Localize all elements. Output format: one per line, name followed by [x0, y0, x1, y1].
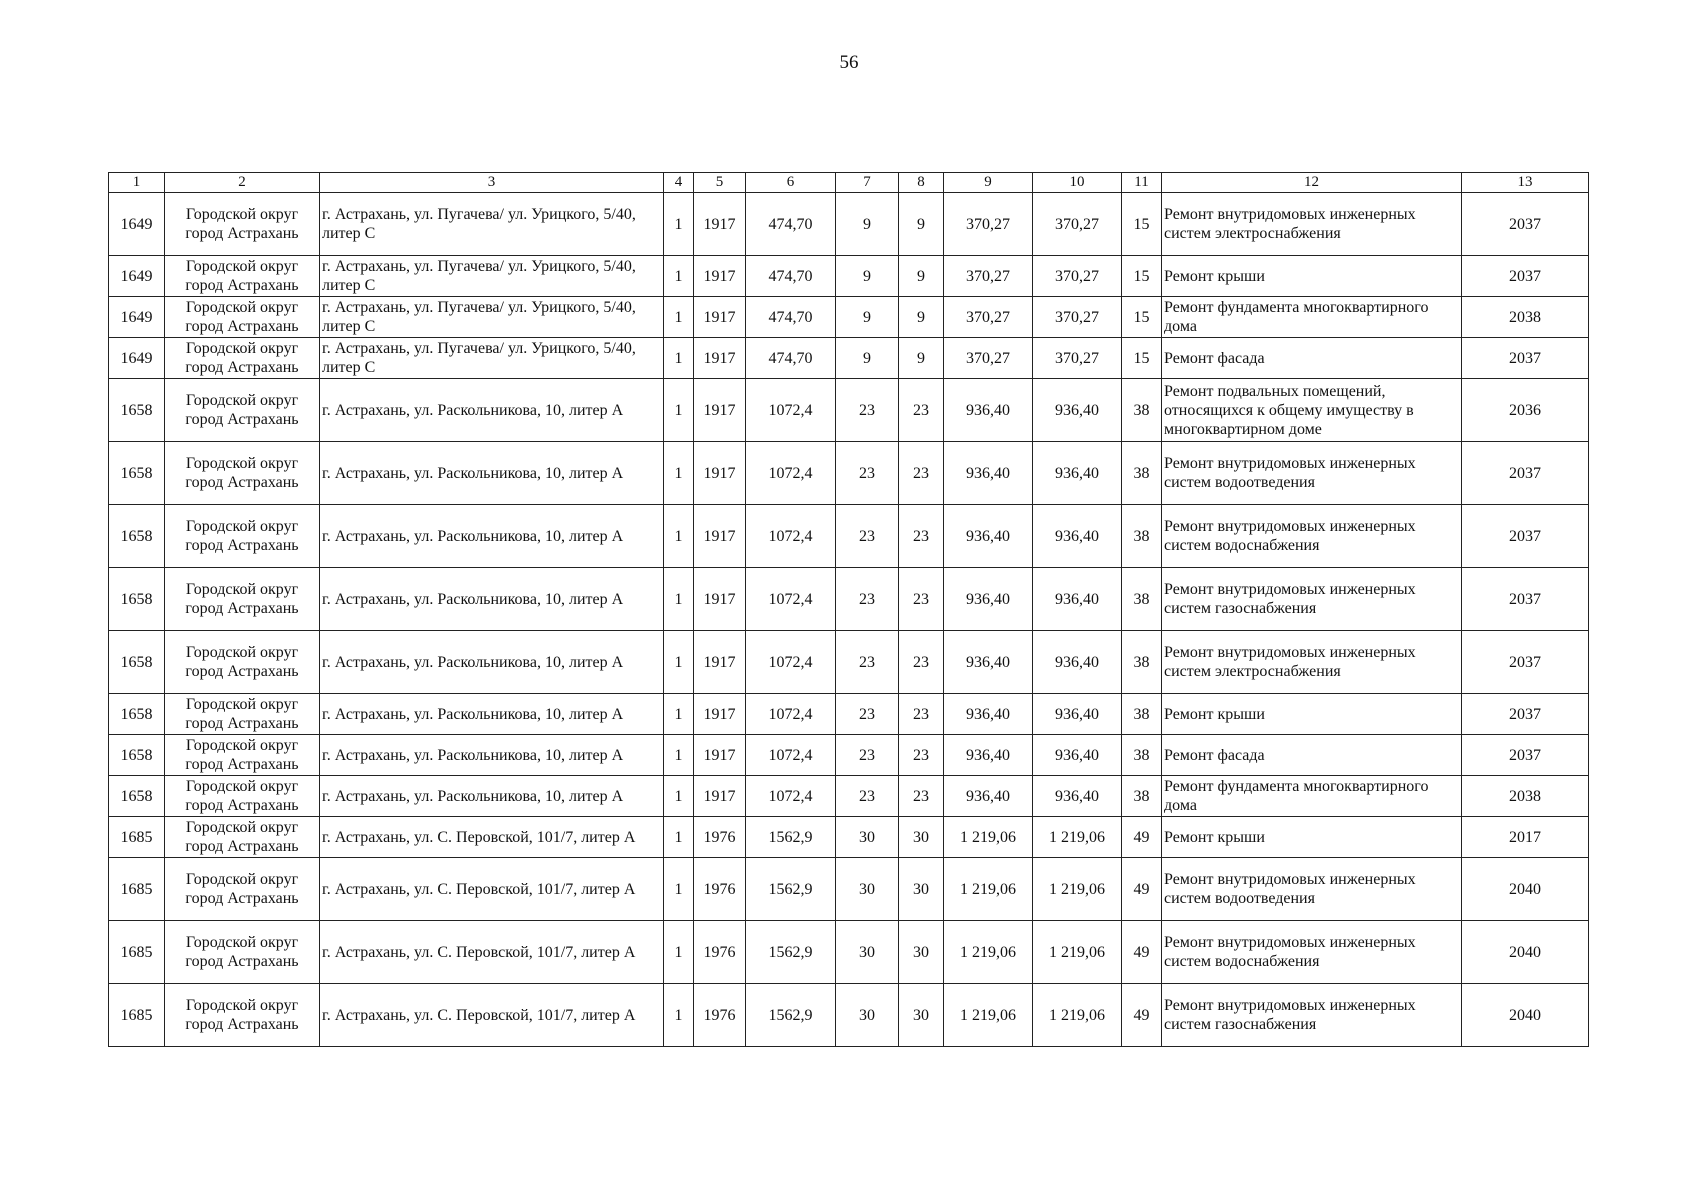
cell-col-8: 9 — [899, 193, 944, 256]
cell-area: 474,70 — [746, 338, 836, 379]
cell-municipality: Городской округ город Астрахань — [165, 338, 320, 379]
cell-work-type: Ремонт фундамента многоквартирного дома — [1162, 297, 1462, 338]
cell-col-4: 1 — [664, 442, 694, 505]
cell-planned-year: 2017 — [1462, 817, 1589, 858]
table-row — [109, 984, 1589, 1047]
cell-address: г. Астрахань, ул. С. Перовской, 101/7, литер А — [320, 984, 664, 1047]
cell-area: 1072,4 — [746, 568, 836, 631]
table-row — [109, 631, 1589, 694]
cell-col-9: 936,40 — [944, 735, 1033, 776]
cell-year: 1917 — [694, 694, 746, 735]
cell-col-10: 936,40 — [1033, 379, 1122, 442]
cell-col-4: 1 — [664, 735, 694, 776]
cell-col-8: 23 — [899, 776, 944, 817]
cell-col-7: 23 — [836, 505, 899, 568]
cell-col-8: 9 — [899, 297, 944, 338]
cell-col-4: 1 — [664, 568, 694, 631]
cell-col-10: 370,27 — [1033, 338, 1122, 379]
cell-col-8: 23 — [899, 631, 944, 694]
table-row — [109, 193, 1589, 256]
cell-col-9: 370,27 — [944, 256, 1033, 297]
cell-col-7: 23 — [836, 379, 899, 442]
cell-row-id: 1658 — [109, 568, 165, 631]
cell-row-id: 1685 — [109, 921, 165, 984]
cell-planned-year: 2037 — [1462, 631, 1589, 694]
cell-planned-year: 2037 — [1462, 568, 1589, 631]
column-header-5: 5 — [694, 173, 746, 193]
cell-col-9: 936,40 — [944, 631, 1033, 694]
table-row — [109, 379, 1589, 442]
column-header-12: 12 — [1162, 173, 1462, 193]
column-header-3: 3 — [320, 173, 664, 193]
cell-work-type: Ремонт крыши — [1162, 256, 1462, 297]
cell-col-4: 1 — [664, 379, 694, 442]
column-header-7: 7 — [836, 173, 899, 193]
cell-col-4: 1 — [664, 338, 694, 379]
table-body — [109, 193, 1589, 1047]
cell-municipality: Городской округ город Астрахань — [165, 256, 320, 297]
cell-col-11: 15 — [1122, 297, 1162, 338]
cell-address: г. Астрахань, ул. Раскольникова, 10, литер А — [320, 694, 664, 735]
cell-municipality: Городской округ город Астрахань — [165, 568, 320, 631]
table-header-row — [109, 173, 1589, 193]
cell-area: 474,70 — [746, 193, 836, 256]
cell-col-9: 936,40 — [944, 442, 1033, 505]
cell-area: 1562,9 — [746, 858, 836, 921]
cell-col-11: 38 — [1122, 442, 1162, 505]
cell-area: 474,70 — [746, 256, 836, 297]
cell-col-7: 30 — [836, 984, 899, 1047]
cell-col-11: 49 — [1122, 858, 1162, 921]
cell-col-7: 23 — [836, 735, 899, 776]
cell-col-9: 1 219,06 — [944, 817, 1033, 858]
table-row — [109, 858, 1589, 921]
cell-col-10: 1 219,06 — [1033, 817, 1122, 858]
cell-address: г. Астрахань, ул. Пугачева/ ул. Урицкого, 5/40, литер С — [320, 193, 664, 256]
cell-work-type: Ремонт внутридомовых инженерных систем водоотведения — [1162, 858, 1462, 921]
cell-planned-year: 2037 — [1462, 338, 1589, 379]
cell-address: г. Астрахань, ул. Раскольникова, 10, литер А — [320, 442, 664, 505]
cell-col-11: 15 — [1122, 256, 1162, 297]
table-row — [109, 297, 1589, 338]
cell-col-7: 9 — [836, 338, 899, 379]
cell-col-9: 370,27 — [944, 193, 1033, 256]
cell-col-9: 936,40 — [944, 505, 1033, 568]
cell-row-id: 1658 — [109, 505, 165, 568]
cell-row-id: 1685 — [109, 858, 165, 921]
table-row — [109, 568, 1589, 631]
cell-col-10: 370,27 — [1033, 193, 1122, 256]
cell-address: г. Астрахань, ул. С. Перовской, 101/7, литер А — [320, 858, 664, 921]
cell-year: 1917 — [694, 193, 746, 256]
cell-work-type: Ремонт фундамента многоквартирного дома — [1162, 776, 1462, 817]
column-header-11: 11 — [1122, 173, 1162, 193]
cell-address: г. Астрахань, ул. Пугачева/ ул. Урицкого, 5/40, литер С — [320, 297, 664, 338]
housing-repair-table — [108, 172, 1589, 1047]
cell-work-type: Ремонт крыши — [1162, 817, 1462, 858]
cell-col-10: 936,40 — [1033, 735, 1122, 776]
cell-col-10: 1 219,06 — [1033, 984, 1122, 1047]
cell-col-4: 1 — [664, 631, 694, 694]
cell-col-9: 1 219,06 — [944, 921, 1033, 984]
cell-municipality: Городской округ город Астрахань — [165, 379, 320, 442]
cell-address: г. Астрахань, ул. Раскольникова, 10, литер А — [320, 735, 664, 776]
cell-work-type: Ремонт подвальных помещений, относящихся к общему имуществу в многоквартирном доме — [1162, 379, 1462, 442]
cell-col-10: 370,27 — [1033, 297, 1122, 338]
cell-municipality: Городской округ город Астрахань — [165, 297, 320, 338]
cell-col-10: 936,40 — [1033, 694, 1122, 735]
cell-planned-year: 2040 — [1462, 921, 1589, 984]
cell-col-7: 9 — [836, 297, 899, 338]
cell-col-10: 936,40 — [1033, 776, 1122, 817]
cell-col-8: 23 — [899, 379, 944, 442]
cell-area: 1072,4 — [746, 735, 836, 776]
cell-col-10: 370,27 — [1033, 256, 1122, 297]
cell-address: г. Астрахань, ул. Пугачева/ ул. Урицкого, 5/40, литер С — [320, 256, 664, 297]
cell-year: 1917 — [694, 505, 746, 568]
cell-col-9: 1 219,06 — [944, 858, 1033, 921]
cell-col-10: 1 219,06 — [1033, 858, 1122, 921]
cell-area: 1072,4 — [746, 694, 836, 735]
cell-planned-year: 2040 — [1462, 858, 1589, 921]
cell-work-type: Ремонт внутридомовых инженерных систем газоснабжения — [1162, 568, 1462, 631]
cell-col-8: 30 — [899, 858, 944, 921]
cell-year: 1976 — [694, 921, 746, 984]
cell-col-9: 370,27 — [944, 297, 1033, 338]
column-header-2: 2 — [165, 173, 320, 193]
cell-planned-year: 2037 — [1462, 735, 1589, 776]
cell-col-10: 936,40 — [1033, 442, 1122, 505]
cell-municipality: Городской округ город Астрахань — [165, 442, 320, 505]
cell-row-id: 1658 — [109, 379, 165, 442]
cell-col-4: 1 — [664, 256, 694, 297]
cell-col-8: 23 — [899, 568, 944, 631]
cell-col-7: 23 — [836, 442, 899, 505]
cell-col-10: 936,40 — [1033, 631, 1122, 694]
cell-col-9: 936,40 — [944, 379, 1033, 442]
cell-col-11: 49 — [1122, 921, 1162, 984]
cell-planned-year: 2037 — [1462, 193, 1589, 256]
cell-row-id: 1649 — [109, 297, 165, 338]
column-header-6: 6 — [746, 173, 836, 193]
cell-planned-year: 2040 — [1462, 984, 1589, 1047]
cell-row-id: 1658 — [109, 735, 165, 776]
cell-col-7: 30 — [836, 817, 899, 858]
cell-col-8: 23 — [899, 442, 944, 505]
cell-municipality: Городской округ город Астрахань — [165, 984, 320, 1047]
cell-row-id: 1658 — [109, 442, 165, 505]
table-row — [109, 338, 1589, 379]
cell-col-4: 1 — [664, 193, 694, 256]
cell-col-8: 23 — [899, 505, 944, 568]
cell-year: 1917 — [694, 631, 746, 694]
cell-col-7: 30 — [836, 921, 899, 984]
cell-area: 1562,9 — [746, 921, 836, 984]
cell-year: 1917 — [694, 735, 746, 776]
cell-municipality: Городской округ город Астрахань — [165, 921, 320, 984]
cell-year: 1917 — [694, 256, 746, 297]
cell-col-8: 9 — [899, 256, 944, 297]
cell-year: 1976 — [694, 984, 746, 1047]
column-header-9: 9 — [944, 173, 1033, 193]
cell-row-id: 1685 — [109, 817, 165, 858]
cell-municipality: Городской округ город Астрахань — [165, 193, 320, 256]
cell-col-4: 1 — [664, 297, 694, 338]
cell-year: 1976 — [694, 817, 746, 858]
cell-col-7: 23 — [836, 568, 899, 631]
cell-col-4: 1 — [664, 817, 694, 858]
cell-col-10: 1 219,06 — [1033, 921, 1122, 984]
table-row — [109, 694, 1589, 735]
cell-municipality: Городской округ город Астрахань — [165, 735, 320, 776]
cell-municipality: Городской округ город Астрахань — [165, 817, 320, 858]
table-row — [109, 505, 1589, 568]
cell-col-8: 30 — [899, 984, 944, 1047]
cell-planned-year: 2037 — [1462, 694, 1589, 735]
cell-municipality: Городской округ город Астрахань — [165, 858, 320, 921]
cell-work-type: Ремонт внутридомовых инженерных систем газоснабжения — [1162, 984, 1462, 1047]
cell-work-type: Ремонт крыши — [1162, 694, 1462, 735]
cell-year: 1917 — [694, 379, 746, 442]
cell-work-type: Ремонт внутридомовых инженерных систем водоотведения — [1162, 442, 1462, 505]
cell-col-4: 1 — [664, 505, 694, 568]
cell-work-type: Ремонт внутридомовых инженерных систем электроснабжения — [1162, 193, 1462, 256]
cell-planned-year: 2037 — [1462, 256, 1589, 297]
cell-area: 1072,4 — [746, 631, 836, 694]
cell-col-8: 30 — [899, 817, 944, 858]
cell-col-11: 38 — [1122, 505, 1162, 568]
cell-col-10: 936,40 — [1033, 505, 1122, 568]
cell-address: г. Астрахань, ул. Пугачева/ ул. Урицкого, 5/40, литер С — [320, 338, 664, 379]
cell-col-9: 936,40 — [944, 568, 1033, 631]
cell-col-4: 1 — [664, 858, 694, 921]
cell-work-type: Ремонт фасада — [1162, 338, 1462, 379]
cell-col-11: 38 — [1122, 379, 1162, 442]
cell-planned-year: 2036 — [1462, 379, 1589, 442]
cell-col-11: 38 — [1122, 694, 1162, 735]
cell-address: г. Астрахань, ул. С. Перовской, 101/7, литер А — [320, 817, 664, 858]
cell-col-11: 49 — [1122, 817, 1162, 858]
column-header-13: 13 — [1462, 173, 1589, 193]
cell-col-10: 936,40 — [1033, 568, 1122, 631]
cell-work-type: Ремонт внутридомовых инженерных систем водоснабжения — [1162, 921, 1462, 984]
cell-area: 1562,9 — [746, 984, 836, 1047]
cell-area: 1072,4 — [746, 442, 836, 505]
cell-address: г. Астрахань, ул. Раскольникова, 10, литер А — [320, 505, 664, 568]
cell-row-id: 1649 — [109, 193, 165, 256]
table-row — [109, 921, 1589, 984]
cell-year: 1976 — [694, 858, 746, 921]
cell-col-9: 936,40 — [944, 694, 1033, 735]
cell-address: г. Астрахань, ул. Раскольникова, 10, литер А — [320, 776, 664, 817]
cell-col-9: 936,40 — [944, 776, 1033, 817]
cell-municipality: Городской округ город Астрахань — [165, 505, 320, 568]
cell-row-id: 1685 — [109, 984, 165, 1047]
cell-col-8: 30 — [899, 921, 944, 984]
table-row — [109, 776, 1589, 817]
cell-col-7: 9 — [836, 193, 899, 256]
cell-address: г. Астрахань, ул. Раскольникова, 10, литер А — [320, 631, 664, 694]
table-row — [109, 442, 1589, 505]
cell-area: 1072,4 — [746, 776, 836, 817]
cell-col-7: 9 — [836, 256, 899, 297]
cell-col-7: 23 — [836, 631, 899, 694]
column-header-10: 10 — [1033, 173, 1122, 193]
cell-year: 1917 — [694, 776, 746, 817]
column-header-4: 4 — [664, 173, 694, 193]
cell-col-4: 1 — [664, 694, 694, 735]
cell-work-type: Ремонт внутридомовых инженерных систем водоснабжения — [1162, 505, 1462, 568]
cell-col-11: 38 — [1122, 776, 1162, 817]
column-header-8: 8 — [899, 173, 944, 193]
cell-col-11: 49 — [1122, 984, 1162, 1047]
cell-col-11: 15 — [1122, 338, 1162, 379]
cell-row-id: 1658 — [109, 631, 165, 694]
cell-area: 1072,4 — [746, 505, 836, 568]
cell-col-8: 9 — [899, 338, 944, 379]
cell-col-4: 1 — [664, 984, 694, 1047]
cell-year: 1917 — [694, 568, 746, 631]
cell-work-type: Ремонт фасада — [1162, 735, 1462, 776]
table-row — [109, 735, 1589, 776]
table-row — [109, 256, 1589, 297]
cell-municipality: Городской округ город Астрахань — [165, 776, 320, 817]
cell-planned-year: 2038 — [1462, 297, 1589, 338]
cell-municipality: Городской округ город Астрахань — [165, 631, 320, 694]
cell-planned-year: 2037 — [1462, 505, 1589, 568]
cell-col-8: 23 — [899, 694, 944, 735]
cell-col-11: 15 — [1122, 193, 1162, 256]
cell-col-11: 38 — [1122, 568, 1162, 631]
cell-col-4: 1 — [664, 776, 694, 817]
cell-municipality: Городской округ город Астрахань — [165, 694, 320, 735]
cell-planned-year: 2037 — [1462, 442, 1589, 505]
cell-col-11: 38 — [1122, 735, 1162, 776]
cell-col-7: 30 — [836, 858, 899, 921]
cell-col-7: 23 — [836, 694, 899, 735]
cell-year: 1917 — [694, 442, 746, 505]
cell-year: 1917 — [694, 297, 746, 338]
cell-area: 1072,4 — [746, 379, 836, 442]
cell-col-8: 23 — [899, 735, 944, 776]
cell-row-id: 1658 — [109, 776, 165, 817]
page-number: 56 — [839, 52, 859, 73]
cell-col-7: 23 — [836, 776, 899, 817]
cell-address: г. Астрахань, ул. С. Перовской, 101/7, литер А — [320, 921, 664, 984]
cell-row-id: 1658 — [109, 694, 165, 735]
cell-col-9: 370,27 — [944, 338, 1033, 379]
cell-area: 474,70 — [746, 297, 836, 338]
cell-address: г. Астрахань, ул. Раскольникова, 10, литер А — [320, 379, 664, 442]
cell-row-id: 1649 — [109, 256, 165, 297]
cell-col-9: 1 219,06 — [944, 984, 1033, 1047]
cell-row-id: 1649 — [109, 338, 165, 379]
cell-col-4: 1 — [664, 921, 694, 984]
column-header-1: 1 — [109, 173, 165, 193]
cell-work-type: Ремонт внутридомовых инженерных систем электроснабжения — [1162, 631, 1462, 694]
cell-area: 1562,9 — [746, 817, 836, 858]
cell-address: г. Астрахань, ул. Раскольникова, 10, литер А — [320, 568, 664, 631]
cell-col-11: 38 — [1122, 631, 1162, 694]
cell-planned-year: 2038 — [1462, 776, 1589, 817]
cell-year: 1917 — [694, 338, 746, 379]
table-row — [109, 817, 1589, 858]
